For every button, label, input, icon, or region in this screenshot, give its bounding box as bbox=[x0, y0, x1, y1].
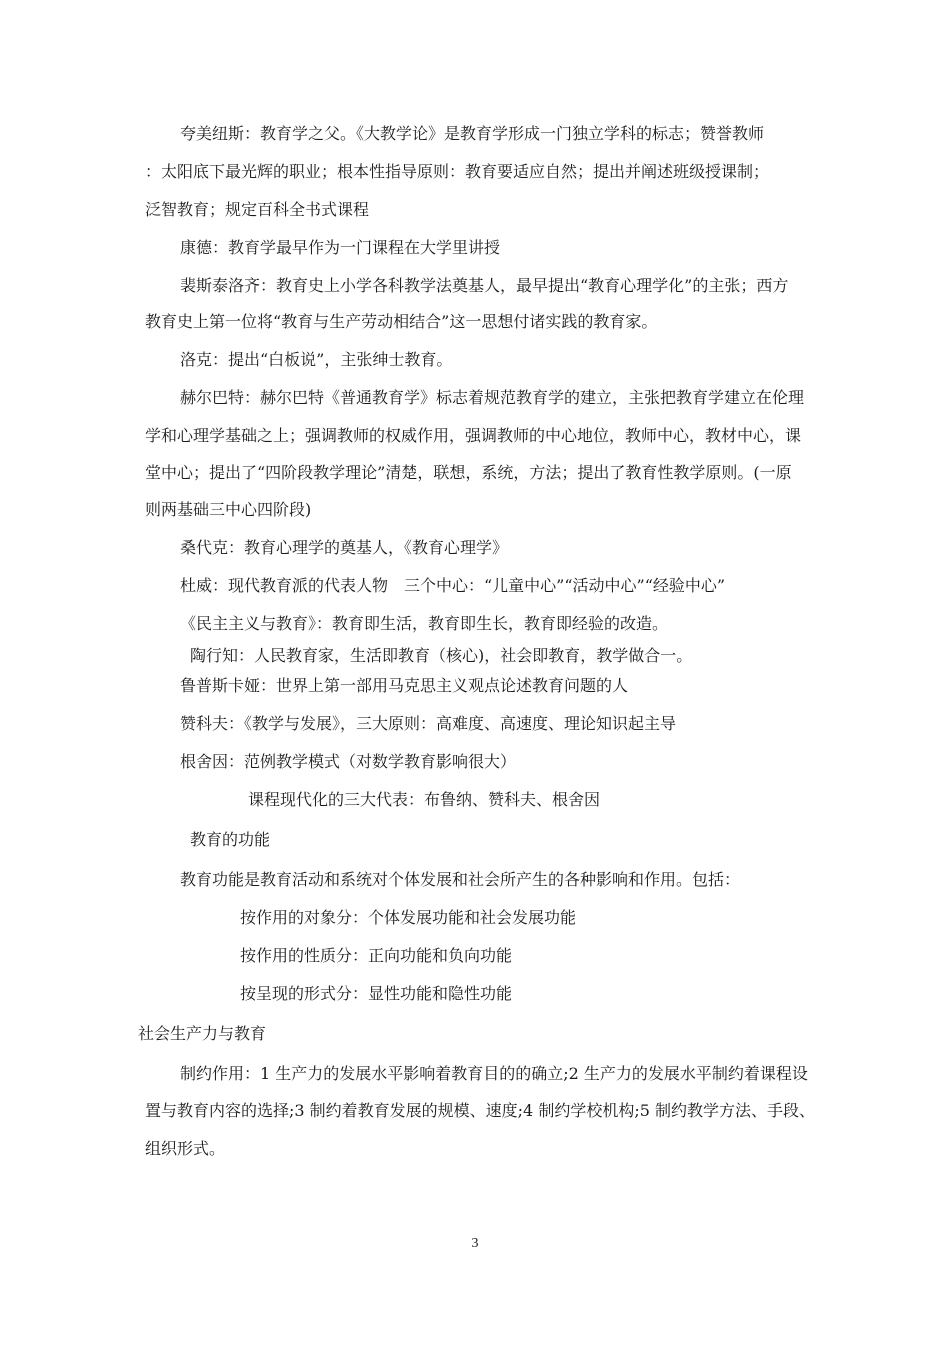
text-line: 杜威：现代教育派的代表人物 三个中心：“儿童中心”“活动中心”“经验中心” bbox=[180, 576, 726, 595]
text-line: 则两基础三中心四阶段) bbox=[145, 500, 312, 519]
text-line: 制约作用：1 生产力的发展水平影响着教育目的的确立;2 生产力的发展水平制约着课程设 bbox=[180, 1064, 808, 1083]
text-line: 教育功能是教育活动和系统对个体发展和社会所产生的各种影响和作用。包括： bbox=[180, 870, 741, 889]
text-line: 教育史上第一位将“教育与生产劳动相结合”这一思想付诸实践的教育家。 bbox=[145, 312, 658, 331]
text-line: 康德：教育学最早作为一门课程在大学里讲授 bbox=[180, 238, 501, 257]
text-line: 《民主主义与教育》：教育即生活，教育即生长，教育即经验的改造。 bbox=[180, 614, 669, 633]
list-item: 按作用的对象分：个体发展功能和社会发展功能 bbox=[240, 908, 577, 927]
text-line: 裴斯泰洛齐：教育史上小学各科教学法奠基人，最早提出“教育心理学化”的主张；西方 bbox=[180, 276, 789, 295]
text-line: 陶行知：人民教育家，生活即教育（核心)，社会即教育，教学做合一。 bbox=[190, 646, 693, 665]
text-line: ：太阳底下最光辉的职业；根本性指导原则：教育要适应自然；提出并阐述班级授课制； bbox=[145, 162, 770, 181]
text-line: 泛智教育；规定百科全书式课程 bbox=[145, 200, 370, 219]
text-line: 根舍因：范例教学模式（对数学教育影响很大） bbox=[180, 752, 517, 771]
section-heading: 教育的功能 bbox=[190, 830, 271, 849]
section-heading: 社会生产力与教育 bbox=[138, 1024, 267, 1043]
text-line: 赫尔巴特：赫尔巴特《普通教育学》标志着规范教育学的建立，主张把教育学建立在伦理 bbox=[180, 388, 805, 407]
list-item: 按呈现的形式分：显性功能和隐性功能 bbox=[240, 984, 513, 1003]
text-line: 堂中心；提出了“四阶段教学理论”清楚，联想，系统，方法；提出了教育性教学原则。(一原 bbox=[145, 463, 792, 482]
text-line: 鲁普斯卡娅：世界上第一部用马克思主义观点论述教育问题的人 bbox=[180, 676, 629, 695]
page-number: 3 bbox=[471, 1236, 479, 1251]
text-line: 组织形式。 bbox=[145, 1139, 226, 1158]
text-line: 桑代克：教育心理学的奠基人，《教育心理学》 bbox=[180, 538, 509, 557]
text-line: 课程现代化的三大代表：布鲁纳、赞科夫、根舍因 bbox=[248, 790, 601, 809]
text-line: 赞科夫：《教学与发展》，三大原则：高难度、高速度、理论知识起主导 bbox=[180, 714, 677, 733]
list-item: 按作用的性质分：正向功能和负向功能 bbox=[240, 946, 513, 965]
text-line: 洛克：提出“白板说”，主张绅士教育。 bbox=[180, 350, 453, 369]
text-line: 学和心理学基础之上；强调教师的权威作用，强调教师的中心地位，教师中心，教材中心，课 bbox=[145, 426, 802, 445]
text-line: 置与教育内容的选择;3 制约着教育发展的规模、速度;4 制约学校机构;5 制约教学方法、手段、 bbox=[145, 1101, 815, 1120]
text-line: 夸美纽斯：教育学之父。《大教学论》是教育学形成一门独立学科的标志；赞誉教师 bbox=[180, 124, 765, 143]
